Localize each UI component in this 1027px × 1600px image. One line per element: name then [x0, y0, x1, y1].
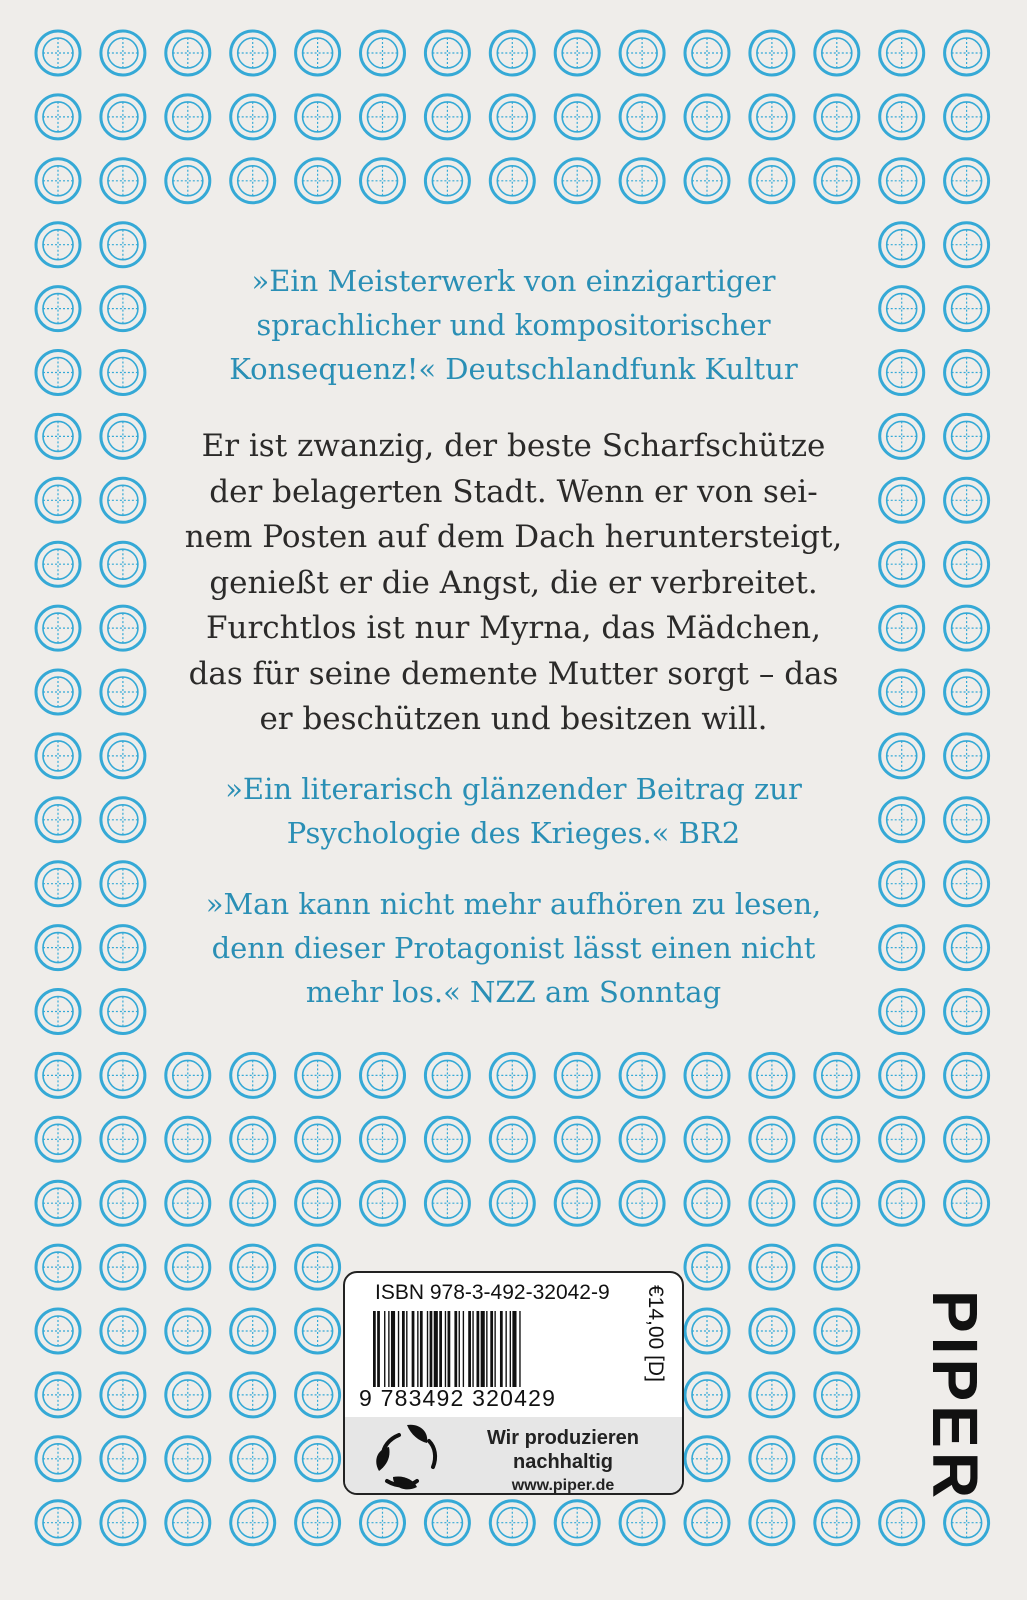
scope-icon [425, 1181, 469, 1225]
scope-icon [296, 1181, 340, 1225]
scope-icon [36, 1053, 80, 1097]
scope-icon [750, 159, 794, 203]
scope-icon [296, 1309, 340, 1353]
scope-icon [101, 1117, 145, 1161]
scope-icon [36, 1501, 80, 1545]
scope-icon [166, 1117, 210, 1161]
scope-icon [425, 1053, 469, 1097]
scope-icon [231, 31, 275, 75]
scope-icon [555, 159, 599, 203]
isbn-text: ISBN 978-3-492-32042-9 [375, 1281, 610, 1304]
scope-icon [231, 1501, 275, 1545]
scope-icon [815, 95, 859, 139]
scope-icon [750, 1437, 794, 1481]
scope-icon [166, 1245, 210, 1289]
scope-icon [620, 1501, 664, 1545]
blurb-line: Er ist zwanzig, der beste Scharfschütze [201, 428, 826, 464]
scope-icon [620, 1117, 664, 1161]
eco-text [463, 1426, 663, 1495]
scope-icon [945, 95, 989, 139]
scope-icon [36, 95, 80, 139]
scope-icon [296, 159, 340, 203]
blurb-line: nem Posten auf dem Dach heruntersteigt, [184, 519, 843, 555]
scope-icon [685, 1053, 729, 1097]
scope-icon [101, 1309, 145, 1353]
scope-icon [750, 1309, 794, 1353]
scope-icon [490, 1053, 534, 1097]
scope-icon [490, 159, 534, 203]
scope-icon [101, 159, 145, 203]
scope-icon [815, 1309, 859, 1353]
scope-icon [685, 1501, 729, 1545]
barcode-bars [373, 1311, 635, 1387]
scope-icon [101, 1501, 145, 1545]
scope-icon [685, 1437, 729, 1481]
scope-icon [101, 1181, 145, 1225]
scope-icon [231, 95, 275, 139]
scope-icon [945, 1501, 989, 1545]
scope-icon [296, 1437, 340, 1481]
scope-icon [750, 1053, 794, 1097]
scope-icon [361, 1117, 405, 1161]
scope-icon [36, 1181, 80, 1225]
scope-icon [101, 1053, 145, 1097]
scope-icon [815, 1501, 859, 1545]
scope-icon [490, 31, 534, 75]
scope-icon [425, 1501, 469, 1545]
scope-icon [166, 1309, 210, 1353]
scope-icon [36, 159, 80, 203]
scope-icon [815, 1373, 859, 1417]
scope-icon [166, 1053, 210, 1097]
scope-icon [555, 1181, 599, 1225]
scope-icon [685, 31, 729, 75]
scope-icon [101, 1373, 145, 1417]
scope-icon [555, 95, 599, 139]
scope-icon [36, 31, 80, 75]
press-quote-nzz [0, 882, 1027, 1014]
scope-icon [361, 159, 405, 203]
quote-line: »Ein Meisterwerk von einzigartiger [251, 264, 776, 298]
scope-icon [555, 1053, 599, 1097]
ean-digits: 9 783492 320429 [359, 1385, 557, 1411]
book-blurb [0, 424, 1027, 743]
price-text: €14,00 [D] [644, 1285, 667, 1382]
scope-icon [620, 159, 664, 203]
scope-icon [880, 159, 924, 203]
scope-icon [296, 31, 340, 75]
scope-icon [425, 1117, 469, 1161]
scope-icon [815, 1181, 859, 1225]
scope-icon [685, 159, 729, 203]
scope-icon [296, 1501, 340, 1545]
quote-line: »Man kann nicht mehr aufhören zu lesen, [205, 887, 822, 921]
press-quote-br2 [0, 767, 1027, 855]
eco-band [345, 1417, 682, 1495]
blurb-line: der belagerten Stadt. Wenn er von sei- [209, 473, 818, 510]
scope-icon [815, 1053, 859, 1097]
scope-icon [620, 95, 664, 139]
scope-icon [36, 1117, 80, 1161]
scope-icon [815, 159, 859, 203]
barcode-label [343, 1271, 684, 1495]
scope-icon [490, 1501, 534, 1545]
scope-icon [361, 1181, 405, 1225]
scope-icon [880, 31, 924, 75]
scope-icon [750, 1245, 794, 1289]
scope-icon [296, 1117, 340, 1161]
scope-icon [101, 1245, 145, 1289]
scope-icon [815, 31, 859, 75]
scope-icon [490, 95, 534, 139]
scope-icon [555, 1117, 599, 1161]
scope-icon [620, 31, 664, 75]
scope-icon [685, 1373, 729, 1417]
quote-line: »Ein literarisch glänzender Beitrag zur [225, 772, 802, 806]
scope-icon [231, 1373, 275, 1417]
blurb-line: genießt er die Angst, die er verbreitet. [209, 564, 818, 601]
quote-line: sprachlicher und kompositorischer [256, 308, 771, 342]
scope-icon [296, 1053, 340, 1097]
scope-icon [166, 1501, 210, 1545]
scope-icon [166, 159, 210, 203]
quote-line: mehr los.« NZZ am Sonntag [305, 975, 722, 1009]
scope-icon [231, 1181, 275, 1225]
scope-icon [620, 1053, 664, 1097]
scope-icon [880, 1501, 924, 1545]
scope-icon [945, 31, 989, 75]
price-label [643, 1285, 671, 1413]
blurb-line: Furchtlos ist nur Myrna, das Mädchen, [205, 610, 822, 646]
scope-icon [36, 1309, 80, 1353]
scope-icon [880, 95, 924, 139]
scope-icon [101, 95, 145, 139]
scope-icon [620, 1181, 664, 1225]
scope-icon [555, 31, 599, 75]
scope-icon [685, 1245, 729, 1289]
scope-icon [685, 1181, 729, 1225]
scope-icon [36, 1245, 80, 1289]
scope-icon [231, 1117, 275, 1161]
quote-line: Konsequenz!« Deutschlandfunk Kultur [229, 352, 798, 386]
blurb-line: er beschützen und besitzen will. [259, 701, 768, 737]
scope-icon [166, 95, 210, 139]
scope-icon [750, 1501, 794, 1545]
scope-icon [880, 1053, 924, 1097]
scope-icon [750, 31, 794, 75]
scope-icon [36, 1437, 80, 1481]
scope-icon [750, 95, 794, 139]
scope-icon [945, 1117, 989, 1161]
scope-icon [166, 1437, 210, 1481]
scope-icon [36, 1373, 80, 1417]
scope-icon [815, 1437, 859, 1481]
scope-icon [166, 1181, 210, 1225]
scope-icon [685, 1309, 729, 1353]
recycle-leaves-icon [369, 1421, 445, 1493]
scope-icon [361, 1501, 405, 1545]
scope-icon [231, 159, 275, 203]
scope-icon [361, 31, 405, 75]
scope-icon [296, 1373, 340, 1417]
scope-icon [101, 31, 145, 75]
scope-icon [425, 159, 469, 203]
scope-icon [945, 1053, 989, 1097]
scope-icon [685, 1117, 729, 1161]
scope-icon [425, 31, 469, 75]
blurb-line: das für seine demente Mutter sorgt – das [188, 655, 839, 692]
scope-icon [231, 1053, 275, 1097]
scope-icon [361, 95, 405, 139]
scope-icon [231, 1309, 275, 1353]
scope-icon [166, 1373, 210, 1417]
scope-icon [166, 31, 210, 75]
scope-icon [750, 1373, 794, 1417]
scope-icon [231, 1245, 275, 1289]
scope-icon [880, 1181, 924, 1225]
scope-icon [296, 1245, 340, 1289]
scope-icon [101, 1437, 145, 1481]
scope-icon [815, 1117, 859, 1161]
scope-icon [945, 159, 989, 203]
scope-icon [490, 1117, 534, 1161]
publisher-logo: PIPER [919, 1290, 991, 1503]
scope-icon [815, 1245, 859, 1289]
scope-icon [296, 95, 340, 139]
scope-icon [425, 95, 469, 139]
scope-icon [555, 1501, 599, 1545]
quote-line: Psychologie des Krieges.« BR2 [286, 816, 741, 850]
scope-icon [750, 1117, 794, 1161]
scope-icon [490, 1181, 534, 1225]
publisher-url: www.piper.de [511, 1477, 615, 1494]
scope-icon [945, 1181, 989, 1225]
scope-icon [361, 1053, 405, 1097]
press-quote-deutschlandfunk [0, 259, 1027, 391]
scope-icon [685, 95, 729, 139]
scope-icon [231, 1437, 275, 1481]
eco-line-1: Wir produzieren [486, 1427, 640, 1449]
scope-icon [880, 1117, 924, 1161]
scope-icon [750, 1181, 794, 1225]
eco-line-2: nachhaltig [512, 1451, 613, 1473]
quote-line: denn dieser Protagonist lässt einen nicht [211, 931, 816, 965]
